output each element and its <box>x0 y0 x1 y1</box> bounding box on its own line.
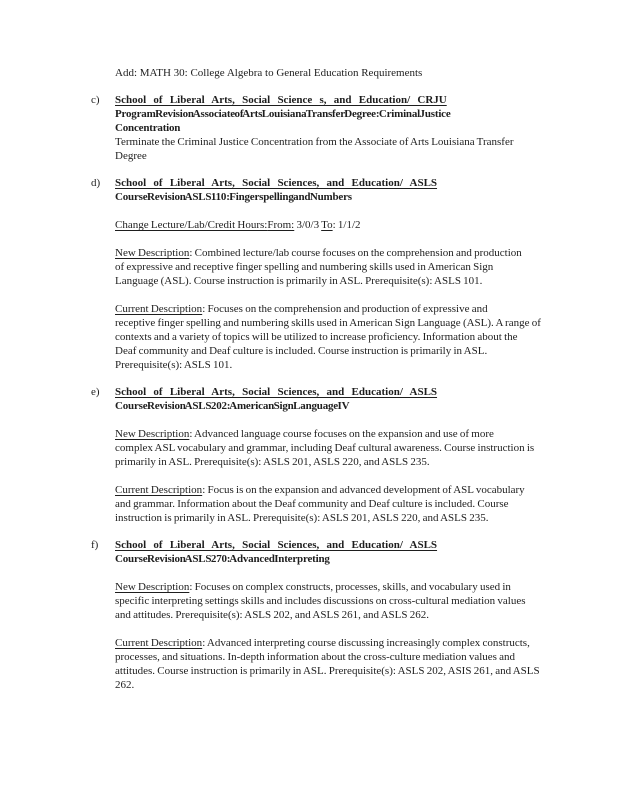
text-segment: : 1/1/2 <box>332 219 361 231</box>
description-paragraph <box>115 246 543 288</box>
paragraph-line: Degree <box>115 150 147 162</box>
paragraph-text: Combined lecture/lab course focuses on the comprehension and production <box>194 247 522 259</box>
paragraph-line <box>115 302 543 316</box>
paragraph-line: instruction is primarily in ASL. Prerequisite(s): ASLS 201, ASLS 220, and ASLS 235. <box>115 512 489 524</box>
school-heading: School of Liberal Arts, Social Science s, and Education/ CRJU <box>115 94 447 106</box>
label-separator: : <box>189 428 195 440</box>
label-separator: : <box>202 484 208 496</box>
paragraph-line: processes, and situations. In-depth information about the cross-culture mediation values and <box>115 651 516 663</box>
document-content <box>91 66 543 692</box>
school-heading: School of Liberal Arts, Social Sciences, and Education/ ASLS <box>115 386 438 398</box>
paragraph-text: Advanced language course focuses on the expansion and use of more <box>194 428 494 440</box>
paragraph-line: Language (ASL). Course instruction is primarily in ASL. Prerequisite(s): ASLS 101. <box>115 275 483 287</box>
paragraph-line <box>115 636 543 650</box>
paragraph-label: Current Description <box>115 637 203 649</box>
paragraph-line: and attitudes. Prerequisite(s): ASLS 202, and ASLS 261, and ASLS 262. <box>115 609 429 621</box>
change-hours-line <box>115 218 543 232</box>
paragraph-label: New Description <box>115 247 190 259</box>
intro-line: Add: MATH 30: College Algebra to General Education Requirements <box>115 67 423 79</box>
underline-segment: To <box>321 219 333 231</box>
paragraph-line <box>115 427 543 441</box>
paragraph-line: contexts and a variety of topics will be utilized to increase proficiency. Information about the <box>115 331 518 343</box>
paragraph-label: Current Description <box>115 303 203 315</box>
paragraph-line: complex ASL vocabulary and grammar, including Deaf cultural awareness. Course instruction is <box>115 442 535 454</box>
paragraph-text: Focuses on complex constructs, processes, skills, and vocabulary used in <box>194 581 511 593</box>
section-title-line: Course Revision ASLS 202: American Sign Language IV <box>115 400 350 412</box>
label-separator: : <box>202 303 208 315</box>
description-paragraph <box>115 483 543 525</box>
paragraph-label: New Description <box>115 428 190 440</box>
course-revision-section <box>91 538 543 692</box>
description-paragraph <box>115 135 543 163</box>
label-separator: : <box>189 581 195 593</box>
school-heading: School of Liberal Arts, Social Sciences, and Education/ ASLS <box>115 177 438 189</box>
underline-segment: Change Lecture/Lab/Credit Hours: <box>115 219 268 231</box>
paragraph-line: Prerequisite(s): ASLS 101. <box>115 359 233 371</box>
paragraph-line <box>115 483 543 497</box>
paragraph-line: 262. <box>115 679 135 691</box>
paragraph-line: Terminate the Criminal Justice Concentration from the Associate of Arts Louisiana Transfer <box>115 136 514 148</box>
paragraph-line: and grammar. Information about the Deaf community and Deaf culture is included. Course <box>115 498 509 510</box>
course-revision-section <box>91 176 543 372</box>
paragraph-line <box>115 246 543 260</box>
paragraph-line: primarily in ASL. Prerequisite(s): ASLS 201, ASLS 220, and ASLS 235. <box>115 456 430 468</box>
section-letter: f) <box>91 539 99 551</box>
section-letter: e) <box>91 386 100 398</box>
label-separator: : <box>202 637 207 649</box>
paragraph-line: attitudes. Course instruction is primarily in ASL. Prerequisite(s): ASLS 202, ASIS 261, and ASLS <box>115 665 540 677</box>
paragraph-text: Focuses on the comprehension and production of expressive and <box>207 303 488 315</box>
course-revision-section <box>91 385 543 525</box>
paragraph-line: of expressive and receptive finger spelling and numbering skills used in American Sign <box>115 261 494 273</box>
section-title-line: Program Revision Associate of Arts Louisiana Transfer Degree: Criminal Justice <box>115 108 451 120</box>
paragraph-text: Focus is on the expansion and advanced development of ASL vocabulary <box>207 484 525 496</box>
paragraph-label: Current Description <box>115 484 203 496</box>
description-paragraph <box>115 427 543 469</box>
paragraph-line <box>115 580 543 594</box>
section-title-line: Course Revision ASLS 110: Fingerspelling and Numbers <box>115 191 352 203</box>
paragraph-text: Advanced interpreting course discussing increasingly complex constructs, <box>206 637 530 649</box>
school-heading: School of Liberal Arts, Social Sciences, and Education/ ASLS <box>115 539 438 551</box>
section-title-line: Concentration <box>115 122 181 134</box>
description-paragraph <box>115 636 543 692</box>
course-revision-section <box>91 93 543 163</box>
label-separator: : <box>189 247 195 259</box>
section-title-line: Course Revision ASLS 270: Advanced Interpreting <box>115 553 330 565</box>
paragraph-line <box>115 218 543 232</box>
text-segment: 3/0/3 <box>294 219 322 231</box>
paragraph-line: specific interpreting settings skills and includes discussions on cross-cultural mediation values <box>115 595 526 607</box>
section-letter: d) <box>91 177 101 189</box>
sections-container <box>91 93 543 692</box>
paragraph-line: receptive finger spelling and numbering skills used in American Sign Language (ASL). A range of <box>115 317 541 329</box>
underline-segment: From: <box>267 219 295 231</box>
description-paragraph <box>115 302 543 372</box>
paragraph-label: New Description <box>115 581 190 593</box>
section-letter: c) <box>91 94 100 106</box>
paragraph-line: Deaf community and Deaf culture is included. Course instruction is primarily in ASL. <box>115 345 488 357</box>
description-paragraph <box>115 580 543 622</box>
